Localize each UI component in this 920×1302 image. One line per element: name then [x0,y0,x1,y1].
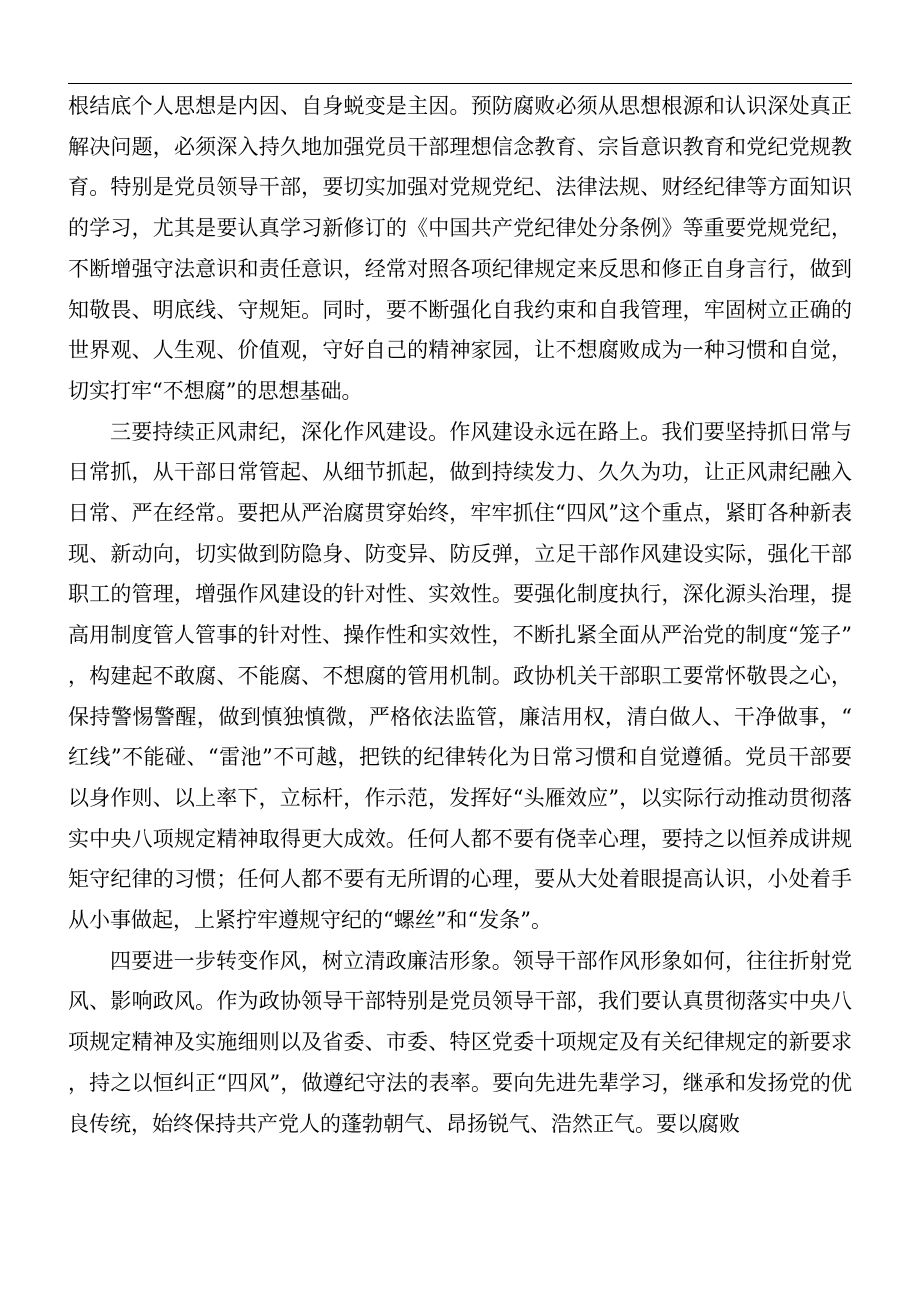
document-body [68,86,852,1144]
header-rule [68,83,852,84]
paragraph-continued: 根结底个人思想是内因、自身蜕变是主因。预防腐败必须从思想根源和认识深处真正解决问题，必须深入持久地加强党员干部理想信念教育、宗旨意识教育和党纪党规教育。特别是党员领导干部，要切实加强对党规党纪、法律法规、财经纪律等方面知识的学习，尤其是要认真学习新修订的《中国共产党纪律处分条例》等重要党规党纪，不断增强守法意识和责任意识，经常对照各项纪律规定来反思和修正自身言行，做到知敬畏、明底线、守规矩。同时，要不断强化自我约束和自我管理，牢固树立正确的世界观、人生观、价值观，守好自己的精神家园，让不想腐败成为一种习惯和自觉，切实打牢“不想腐”的思想基础。 [68,94,852,403]
paragraph-section-three: 三要持续正风肃纪，深化作风建设。作风建设永远在路上。我们要坚持抓日常与日常抓，从干部日常管起、从细节抓起，做到持续发力、久久为功，让正风肃纪融入日常、严在经常。要把从严治腐贯穿始终，牢牢抓住“四风”这个重点，紧盯各种新表现、新动向，切实做到防隐身、防变异、防反弹，立足干部作风建设实际，强化干部职工的管理，增强作风建设的针对性、实效性。要强化制度执行，深化源头治理，提高用制度管人管事的针对性、操作性和实效性，不断扎紧全面从严治党的制度“笼子”，构建起不敢腐、不能腐、不想腐的管用机制。政协机关干部职工要常怀敬畏之心，保持警惕警醒，做到慎独慎微，严格依法监管，廉洁用权，清白做人、干净做事，“红线”不能碰、“雷池”不可越，把铁的纪律转化为日常习惯和自觉遵循。党员干部要以身作则、以上率下，立标杆，作示范，发挥好“头雁效应”，以实际行动推动贯彻落实中央八项规定精神取得更大成效。任何人都不要有侥幸心理，要持之以恒养成讲规矩守纪律的习惯；任何人都不要有无所谓的心理，要从大处着眼提高认识，小处着手从小事做起，上紧拧牢遵规守纪的“螺丝”和“发条”。 [68,419,852,933]
paragraph-section-four: 四要进一步转变作风，树立清政廉洁形象。领导干部作风形象如何，往往折射党风、影响政风。作为政协领导干部特别是党员领导干部，我们要认真贯彻落实中央八项规定精神及实施细则以及省委、市委、特区党委十项规定及有关纪律规定的新要求，持之以恒纠正“四风”，做遵纪守法的表率。要向先进先辈学习，继承和发扬党的优良传统，始终保持共产党人的蓬勃朝气、昂扬锐气、浩然正气。要以腐败 [68,948,852,1136]
